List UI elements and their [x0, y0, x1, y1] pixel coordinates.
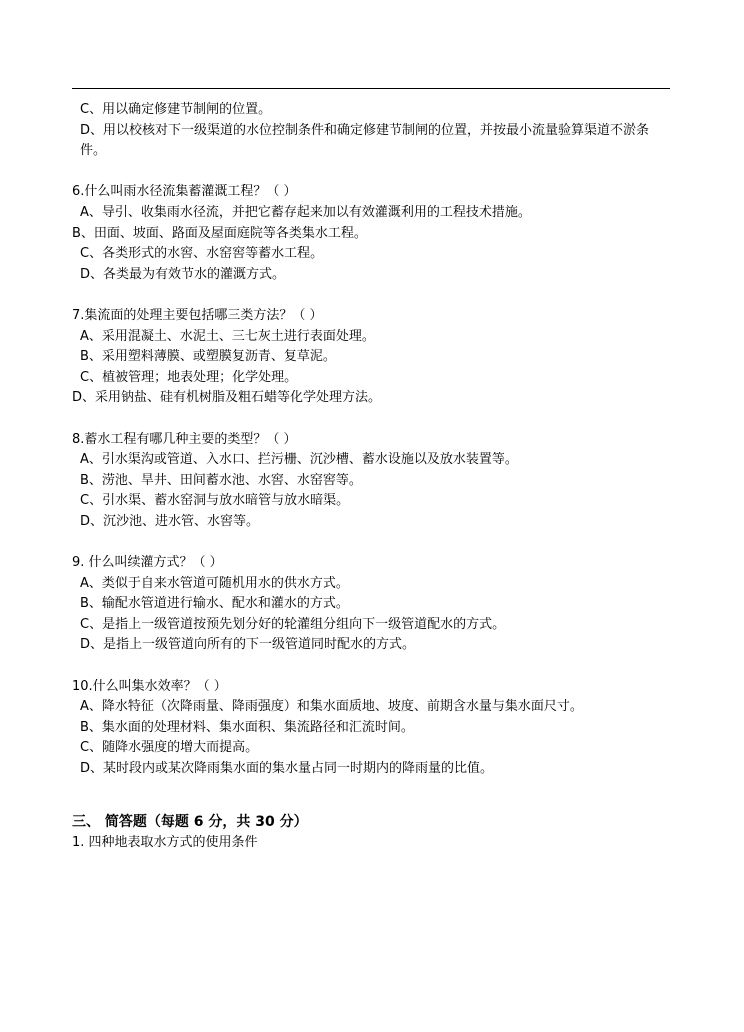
option-c-q5: C、用以确定修建节制闸的位置。	[80, 102, 272, 117]
question-8-option-d: D、沉沙池、进水管、水窖等。	[80, 513, 260, 529]
option-d-q5: D、用以校核对下一级渠道的水位控制条件和确定修建节制闸的位置，并按最小流量验算渠道不淤条件。	[80, 122, 650, 159]
question-7-option-a: A、采用混凝土、水泥土、三七灰土进行表面处理。	[80, 328, 375, 344]
section-3-title: 三、 简答题（每题 6 分，共 30 分）	[72, 813, 308, 830]
header-rule	[72, 88, 670, 89]
document-body	[72, 100, 672, 853]
question-10-option-a: A、降水特征（次降雨量、降雨强度）和集水面质地、坡度、前期含水量与集水面尺寸。	[80, 699, 583, 715]
spacer	[72, 780, 672, 811]
question-10-stem: 10.什么叫集水效率？（ ）	[72, 678, 227, 694]
question-6-option-c: C、各类形式的水窖、水窑窖等蓄水工程。	[80, 246, 324, 262]
question-10-option-d: D、某时段内或某次降雨集水面的集水量占同一时期内的降雨量的比值。	[80, 761, 494, 776]
question-9-option-c: C、是指上一级管道按预先划分好的轮灌组分组向下一级管道配水的方式。	[80, 616, 506, 632]
section-3-question-1: 1. 四种地表取水方式的使用条件	[72, 834, 258, 850]
question-9-option-b: B、输配水管道进行输水、配水和灌水的方式。	[80, 596, 349, 612]
question-10-option-b: B、集水面的处理材料、集水面积、集流路径和汇流时间。	[80, 719, 414, 735]
question-8-option-b: B、涝池、旱井、田间蓄水池、水窖、水窑窖等。	[80, 472, 362, 488]
spacer	[72, 656, 672, 677]
spacer	[72, 285, 672, 306]
question-8-stem: 8.蓄水工程有哪几种主要的类型？（ ）	[72, 431, 297, 447]
question-7-option-c: C、植被管理；地表处理；化学处理。	[80, 369, 298, 385]
question-8-option-c: C、引水渠、蓄水窑洞与放水暗管与放水暗渠。	[80, 493, 350, 509]
question-6-option-a: A、导引、收集雨水径流，并把它蓄存起来加以有效灌溉利用的工程技术措施。	[80, 204, 531, 220]
question-9-option-d: D、是指上一级管道向所有的下一级管道同时配水的方式。	[80, 637, 416, 653]
question-6-option-d: D、各类最为有效节水的灌溉方式。	[80, 266, 286, 282]
question-9-option-a: A、类似于自来水管道可随机用水的供水方式。	[80, 575, 349, 591]
question-7-option-b: B、采用塑料薄膜、或塑膜复沥青、复草泥。	[80, 349, 336, 365]
question-8-option-a: A、引水渠沟或管道、入水口、拦污栅、沉沙槽、蓄水设施以及放水装置等。	[80, 452, 518, 468]
question-10-option-c: C、随降水强度的增大而提高。	[80, 740, 259, 756]
question-7-stem: 7.集流面的处理主要包括哪三类方法？（ ）	[72, 307, 323, 323]
spacer	[72, 532, 672, 553]
spacer	[72, 162, 672, 183]
question-7-option-d: D、采用钠盐、硅有机树脂及粗石蜡等化学处理方法。	[72, 390, 382, 406]
question-6-stem: 6.什么叫雨水径流集蓄灌溉工程？（ ）	[72, 184, 297, 200]
question-9-stem: 9. 什么叫续灌方式？（ ）	[72, 555, 223, 571]
question-6-option-b: B、田面、坡面、路面及屋面庭院等各类集水工程。	[72, 225, 367, 241]
spacer	[72, 409, 672, 430]
